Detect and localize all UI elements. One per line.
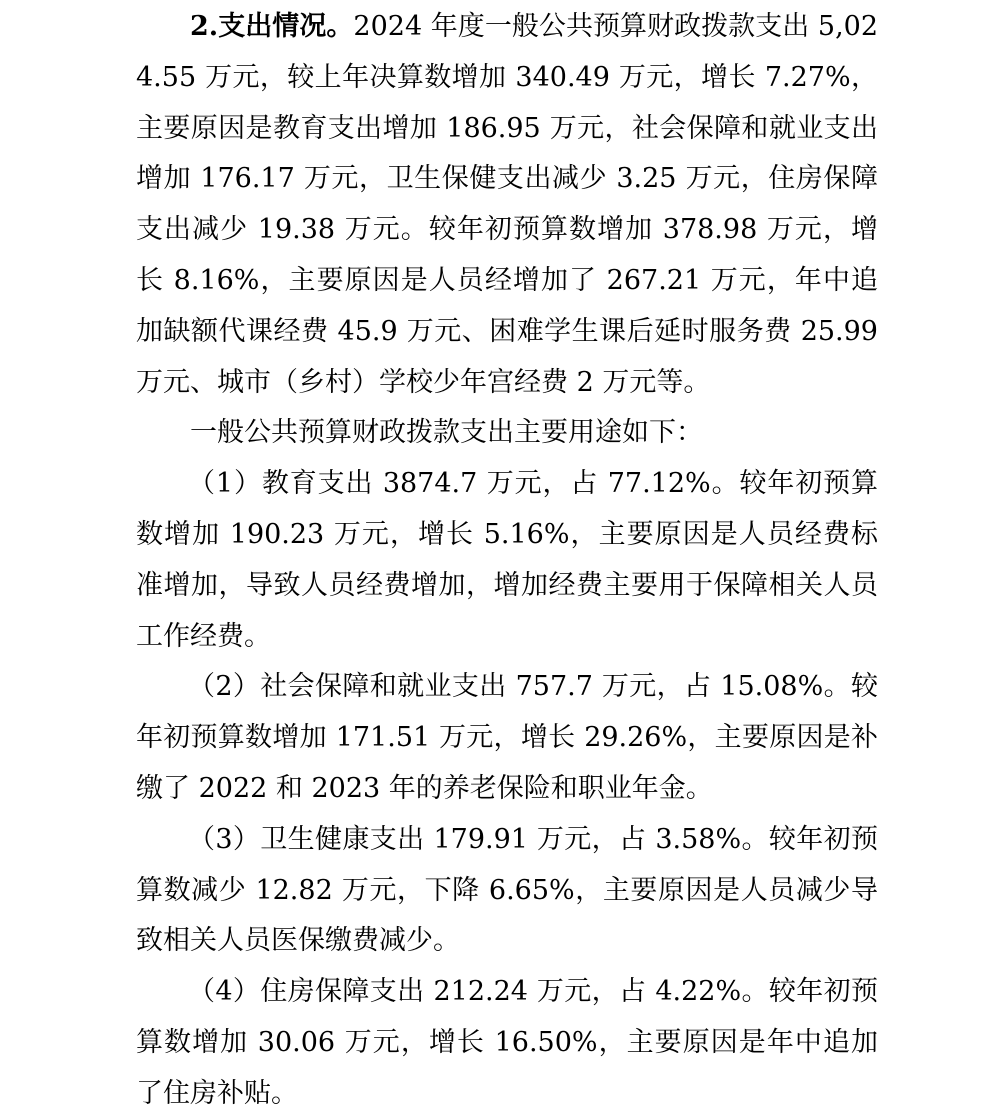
- document-body: [136, 2, 878, 1120]
- item-housing: （4）住房保障支出 212.24 万元，占 4.22%。较年初预算数增加 30.06 万元，增长 16.50%，主要原因是年中追加了住房补贴。: [136, 976, 878, 1109]
- expenditure-summary: 2024 年度一般公共预算财政拨款支出 5,024.55 万元，较上年决算数增加 340.49 万元，增长 7.27%，主要原因是教育支出增加 186.95 万元，社会保障和就业支出增加 176.17 万元，卫生保健支出减少 3.25 万元，住房保障支出减少 19.38 万元。较年初预算数增加 378.98 万元，增长 8.16%，主要原因是人员经增加了 267.21 万元，年中追加缺额代课经费 45.9 万元、困难学生课后延时服务费 25.99 万元、城市（乡村）学校少年宫经费 2 万元等。: [136, 11, 879, 398]
- item-social-security: （2）社会保障和就业支出 757.7 万元，占 15.08%。较年初预算数增加 171.51 万元，增长 29.26%，主要原因是补缴了 2022 和 2023 年的养老保险和职业年金。: [136, 671, 878, 804]
- item-education: （1）教育支出 3874.7 万元，占 77.12%。较年初预算数增加 190.23 万元，增长 5.16%，主要原因是人员经费标准增加，导致人员经费增加，增加经费主要用于保障相关人员工作经费。: [136, 468, 878, 652]
- item-health: （3）卫生健康支出 179.91 万元，占 3.58%。较年初预算数减少 12.82 万元，下降 6.65%，主要原因是人员减少导致相关人员医保缴费减少。: [136, 823, 878, 957]
- section-heading: 2.支出情况。: [190, 11, 354, 42]
- usage-intro: 一般公共预算财政拨款支出主要用途如下：: [190, 417, 703, 449]
- expenditure-paragraph: [136, 2, 878, 408]
